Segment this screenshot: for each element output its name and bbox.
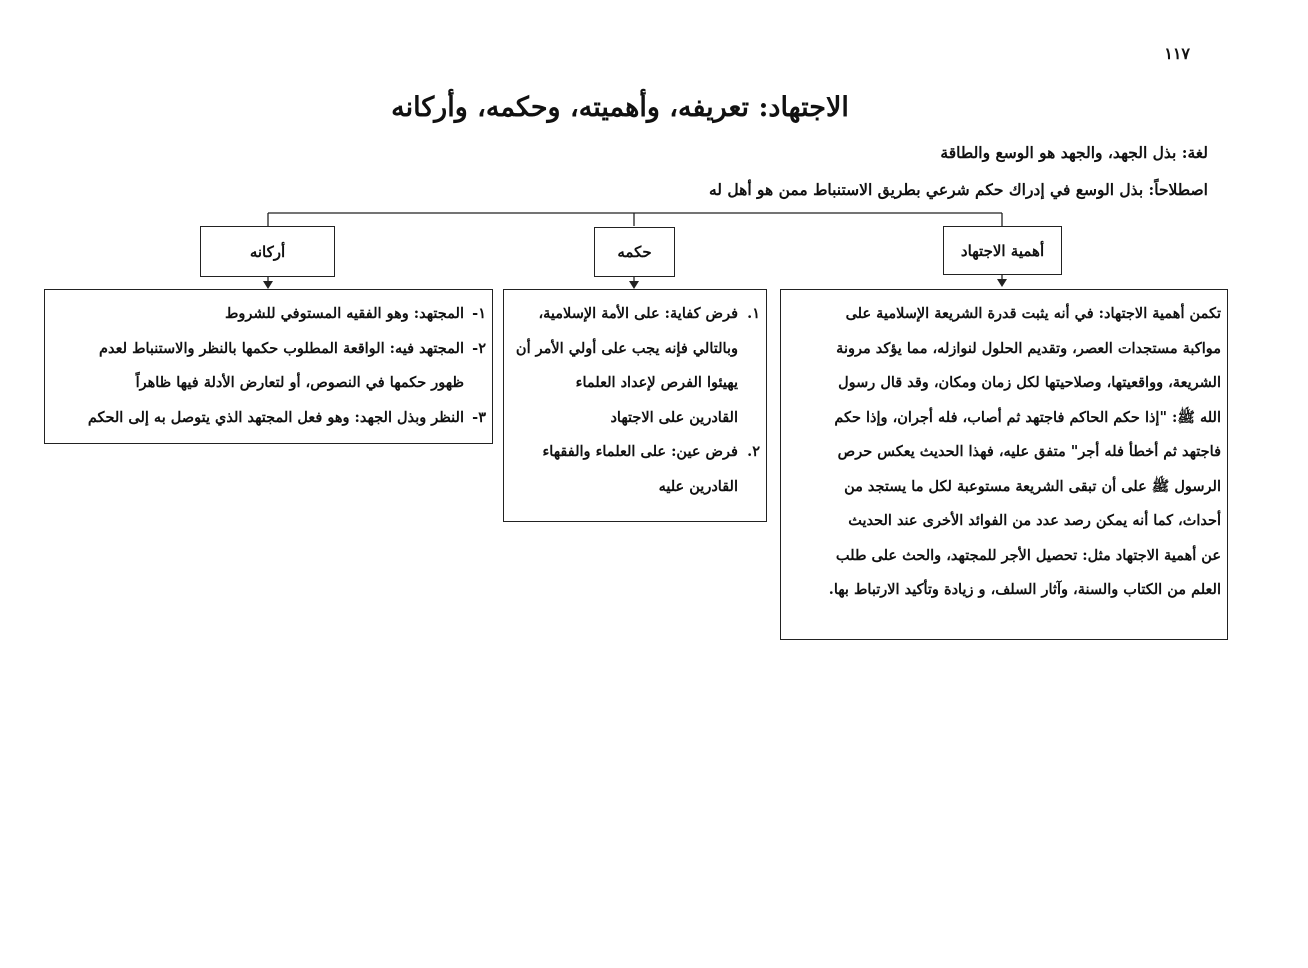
importance-line: الله ﷺ: "إذا حكم الحاكم فاجتهد ثم أصاب، فله أجران، وإذا حكم [834, 408, 1221, 426]
ruling-header-box [594, 227, 675, 277]
importance-line: تكمن أهمية الاجتهاد: في أنه يثبت قدرة الشريعة الإسلامية على [845, 305, 1221, 322]
importance-header-label: أهمية الاجتهاد [960, 241, 1045, 260]
ruling-item-number: ٢. [747, 443, 760, 460]
pillars-item-1 [51, 297, 486, 332]
ruling-item-text: القادرين عليه [658, 477, 738, 495]
importance-line: مواكبة مستجدات العصر، وتقديم الحلول لنوازله، مما يؤكد مرونة [836, 339, 1221, 357]
pillars-item-3 [51, 401, 486, 436]
importance-line: العلم من الكتاب والسنة، وآثار السلف، و زيادة وتأكيد الارتباط بها. [828, 581, 1221, 598]
pillars-header-box [200, 226, 335, 277]
pillars-item-2 [51, 332, 486, 401]
linguistic-definition: لغة: بذل الجهد، والجهد هو الوسع والطاقة [940, 143, 1208, 162]
pillars-item-text: النظر وبذل الجهد: وهو فعل المجتهد الذي يتوصل به إلى الحكم [87, 408, 464, 426]
importance-content-box [780, 289, 1228, 640]
pillars-item-number: ١- [472, 305, 486, 322]
page-number: ١١٧ [1164, 44, 1190, 63]
pillars-list [51, 297, 486, 435]
ruling-item-2 [510, 435, 760, 504]
pillars-item-text: ظهور حكمها في النصوص، أو لتعارض الأدلة فيها ظاهراً [135, 374, 464, 391]
page-title: الاجتهاد: تعريفه، وأهميته، وحكمه، وأركانه [391, 92, 849, 123]
importance-line: عن أهمية الاجتهاد مثل: تحصيل الأجر للمجتهد، والحث على طلب [835, 546, 1221, 564]
pillars-content-box [44, 289, 493, 444]
ruling-item-text: يهيئوا الفرص لإعداد العلماء [575, 374, 738, 391]
ruling-item-text: القادرين على الاجتهاد [610, 408, 738, 426]
importance-line: أحداث، كما أنه يمكن رصد عدد من الفوائد الأخرى عند الحديث [848, 512, 1221, 529]
ruling-header-label: حكمه [617, 243, 652, 261]
ruling-item-1 [510, 297, 760, 435]
ruling-item-text: وبالتالي فإنه يجب على أولي الأمر أن [515, 339, 738, 357]
pillars-item-text: المجتهد فيه: الواقعة المطلوب حكمها بالنظر والاستنباط لعدم [99, 339, 464, 357]
ruling-item-text: فرض عين: على العلماء والفقهاء [542, 443, 738, 460]
pillars-item-number: ٣- [472, 408, 486, 426]
arrow-to-importance-box [997, 279, 1007, 287]
importance-line: الرسول ﷺ على أن تبقى الشريعة مستوعبة لكل ما يستجد من [844, 477, 1221, 495]
arrow-to-ruling-box [629, 281, 639, 289]
technical-definition: اصطلاحاً: بذل الوسع في إدراك حكم شرعي بطريق الاستنباط ممن هو أهل له [708, 180, 1208, 199]
ruling-list [510, 297, 760, 504]
pillars-item-text: المجتهد: وهو الفقيه المستوفي للشروط [224, 305, 464, 322]
arrow-to-pillars-box [263, 281, 273, 289]
pillars-item-number: ٢- [472, 339, 486, 357]
importance-line: الشريعة، وواقعيتها، وصلاحيتها لكل زمان ومكان، وقد قال رسول [838, 374, 1221, 391]
pillars-header-label: أركانه [249, 242, 286, 261]
ruling-item-text: فرض كفاية: على الأمة الإسلامية، [538, 305, 738, 322]
ruling-content-box [503, 289, 767, 522]
importance-line: فاجتهد ثم أخطأ فله أجر" متفق عليه، فهذا الحديث يعكس حرص [837, 443, 1221, 460]
importance-header-box [943, 226, 1062, 275]
ruling-item-number: ١. [747, 305, 760, 322]
